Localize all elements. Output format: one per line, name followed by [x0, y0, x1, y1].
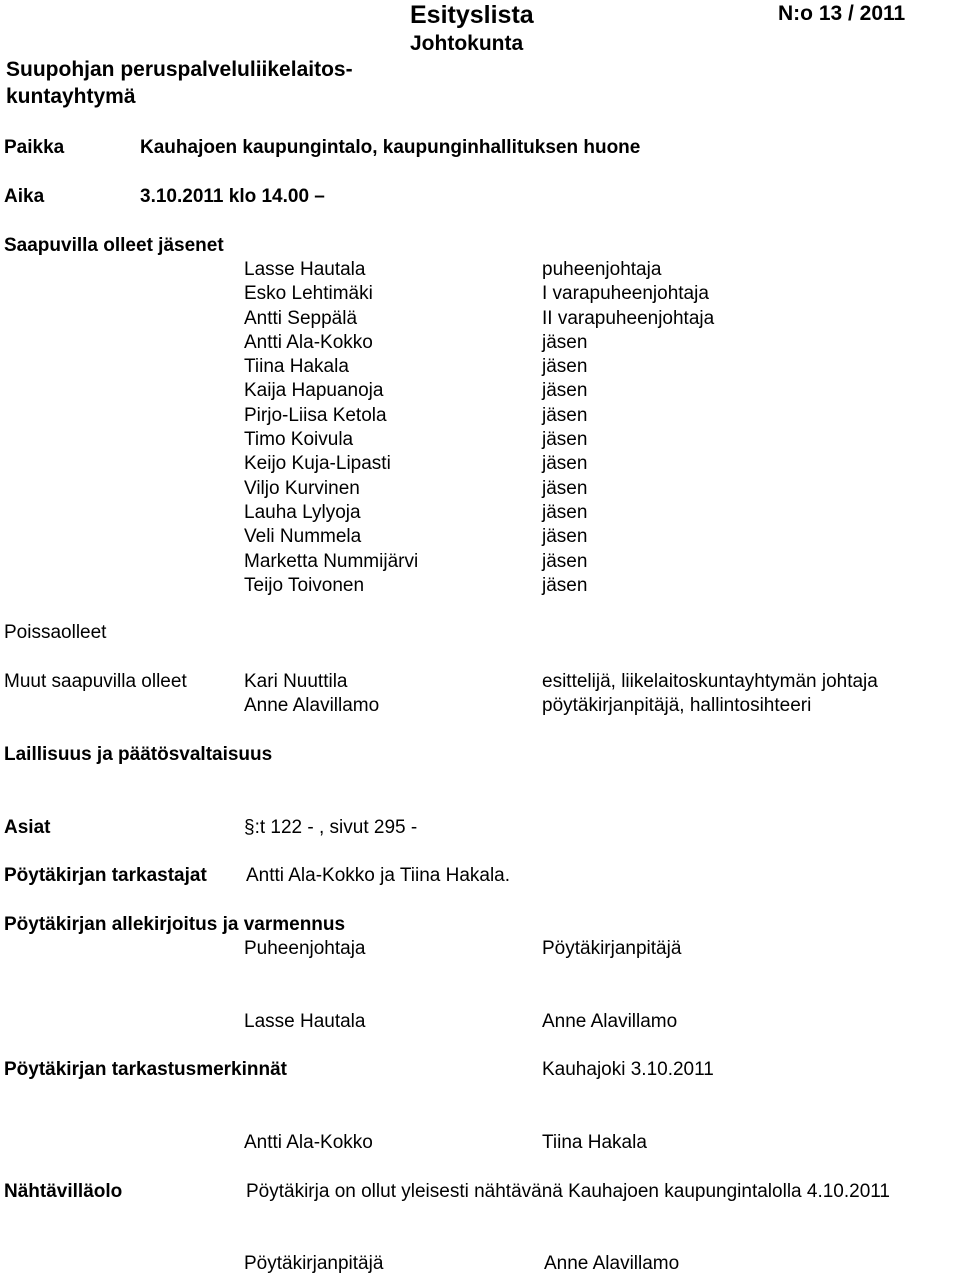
member-role: jäsen	[542, 574, 588, 596]
checker-1-signature-name: Antti Ala-Kokko	[244, 1132, 373, 1153]
member-role: jäsen	[542, 331, 588, 353]
checkers-value: Antti Ala-Kokko ja Tiina Hakala.	[246, 865, 511, 886]
chair-signature-name: Lasse Hautala	[244, 1011, 366, 1032]
place-value: Kauhajoen kaupungintalo, kaupunginhallituksen huone	[140, 137, 641, 158]
secretary-signature-name: Anne Alavillamo	[542, 1011, 678, 1032]
secretary-name: Anne Alavillamo	[244, 695, 380, 716]
absent-label: Poissaolleet	[4, 622, 107, 643]
organization-name-line2: kuntayhtymä	[6, 85, 136, 108]
others-label: Muut saapuvilla olleet	[4, 671, 187, 692]
time-value: 3.10.2011 klo 14.00 –	[140, 186, 325, 207]
member-name: Tiina Hakala	[244, 356, 349, 378]
display-label: Nähtävilläolo	[4, 1181, 123, 1202]
member-role: II varapuheenjohtaja	[542, 307, 715, 329]
secretary-role: pöytäkirjanpitäjä, hallintosihteeri	[542, 695, 812, 716]
member-role: jäsen	[542, 429, 588, 451]
member-name: Kaija Hapuanoja	[244, 380, 384, 402]
member-role: I varapuheenjohtaja	[542, 283, 709, 305]
member-role: jäsen	[542, 526, 588, 548]
inspection-place-date: Kauhajoki 3.10.2011	[542, 1059, 714, 1080]
member-names-list	[244, 258, 418, 598]
attendees-label: Saapuvilla olleet jäsenet	[4, 235, 224, 256]
member-roles-list	[542, 258, 714, 598]
place-label: Paikka	[4, 137, 65, 158]
signing-label: Pöytäkirjan allekirjoitus ja varmennus	[4, 914, 346, 935]
member-name: Viljo Kurvinen	[244, 477, 360, 499]
member-name: Pirjo-Liisa Ketola	[244, 404, 387, 426]
member-name: Marketta Nummijärvi	[244, 550, 419, 572]
secretary-title: Pöytäkirjanpitäjä	[542, 938, 682, 959]
member-role: jäsen	[542, 356, 588, 378]
organization-name-line1: Suupohjan peruspalveluliikelaitos-	[6, 58, 353, 81]
inspection-label: Pöytäkirjan tarkastusmerkinnät	[4, 1059, 288, 1080]
member-name: Lasse Hautala	[244, 259, 366, 280]
member-role: puheenjohtaja	[542, 259, 662, 280]
presenter-name: Kari Nuuttila	[244, 671, 348, 692]
body-name: Johtokunta	[410, 32, 524, 55]
member-name: Veli Nummela	[244, 526, 362, 548]
display-signer-name: Anne Alavillamo	[544, 1253, 680, 1274]
member-name: Timo Koivula	[244, 429, 354, 451]
display-text: Pöytäkirja on ollut yleisesti nähtävänä Kauhajoen kaupungintalolla 4.10.2011	[246, 1181, 890, 1202]
document-title: Esityslista	[410, 1, 534, 29]
checkers-label: Pöytäkirjan tarkastajat	[4, 865, 207, 886]
member-role: jäsen	[542, 404, 588, 426]
member-name: Antti Seppälä	[244, 307, 358, 329]
member-role: jäsen	[542, 501, 588, 523]
items-value: §:t 122 - , sivut 295 -	[244, 817, 418, 838]
member-name: Keijo Kuja-Lipasti	[244, 453, 391, 475]
member-role: jäsen	[542, 380, 588, 402]
display-signer-title: Pöytäkirjanpitäjä	[244, 1253, 384, 1274]
checker-2-signature-name: Tiina Hakala	[542, 1132, 647, 1153]
member-role: jäsen	[542, 477, 588, 499]
items-label: Asiat	[4, 817, 51, 838]
document-number: N:o 13 / 2011	[778, 2, 906, 25]
legality-label: Laillisuus ja päätösvaltaisuus	[4, 744, 273, 765]
time-label: Aika	[4, 186, 45, 207]
member-role: jäsen	[542, 550, 588, 572]
member-name: Lauha Lylyoja	[244, 501, 361, 523]
presenter-role: esittelijä, liikelaitoskuntayhtymän johtaja	[542, 671, 878, 692]
member-name: Esko Lehtimäki	[244, 283, 373, 305]
chair-title: Puheenjohtaja	[244, 938, 366, 959]
member-role: jäsen	[542, 453, 588, 475]
member-name: Teijo Toivonen	[244, 574, 365, 596]
member-name: Antti Ala-Kokko	[244, 331, 373, 353]
